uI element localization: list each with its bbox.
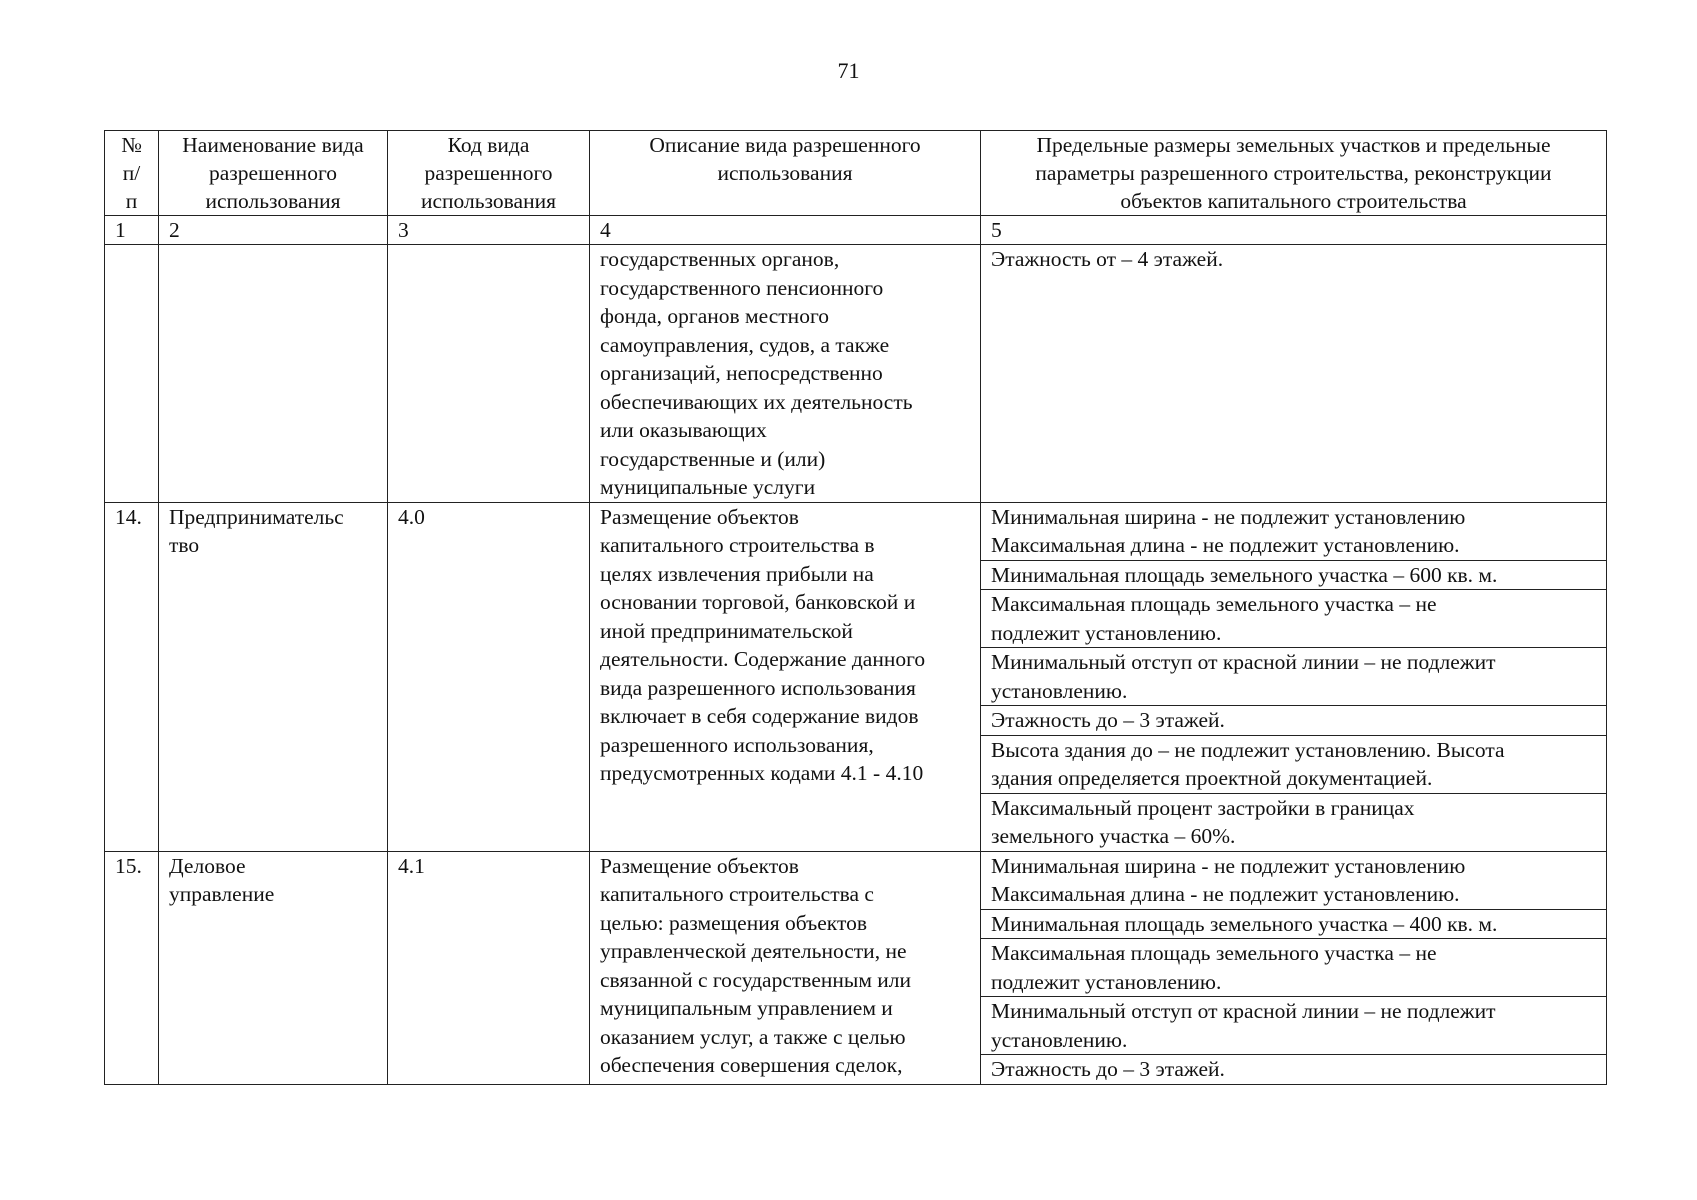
description-line: вида разрешенного использования bbox=[600, 675, 916, 700]
header-line: разрешенного bbox=[209, 161, 337, 185]
column-number: 3 bbox=[388, 216, 590, 245]
use-parameters bbox=[981, 851, 1607, 1084]
parameter-item bbox=[981, 852, 1606, 909]
use-name-line: тво bbox=[169, 533, 200, 557]
use-name bbox=[159, 851, 388, 1084]
use-name-line: управление bbox=[169, 882, 275, 906]
header-line: п/ bbox=[122, 161, 141, 185]
parameter-line: Высота здания до – не подлежит установлению. Высота bbox=[991, 737, 1505, 762]
parameter-line: Этажность до – 3 этажей. bbox=[991, 708, 1225, 732]
column-number: 5 bbox=[981, 216, 1607, 245]
description-line: обеспечения совершения сделок, bbox=[600, 1053, 903, 1077]
table-row bbox=[105, 502, 1607, 851]
description-line: самоуправления, судов, а также bbox=[600, 332, 890, 357]
parameter-item bbox=[981, 909, 1606, 939]
description-line: целью: размещения объектов bbox=[600, 910, 867, 935]
header-description bbox=[590, 131, 981, 216]
description-line: государственные и (или) bbox=[600, 446, 826, 471]
use-description bbox=[590, 502, 981, 851]
description-line: оказанием услуг, а также с целью bbox=[600, 1024, 906, 1049]
use-code: 4.1 bbox=[388, 851, 590, 1084]
parameter-item bbox=[981, 245, 1606, 274]
description-line: предусмотренных кодами 4.1 - 4.10 bbox=[600, 761, 924, 785]
description-line: связанной с государственным или bbox=[600, 967, 912, 992]
column-number: 2 bbox=[159, 216, 388, 245]
row-number: 14. bbox=[105, 502, 159, 851]
parameter-item bbox=[981, 793, 1606, 851]
header-line: объектов капитального строительства bbox=[1120, 189, 1467, 213]
parameter-line: Минимальный отступ от красной линии – не подлежит bbox=[991, 650, 1496, 674]
parameter-line: Минимальный отступ от красной линии – не подлежит bbox=[991, 999, 1496, 1023]
header-line: Наименование вида bbox=[182, 133, 364, 157]
header-line: № bbox=[121, 133, 142, 157]
column-number: 4 bbox=[590, 216, 981, 245]
column-number: 1 bbox=[105, 216, 159, 245]
parameter-line: подлежит установлению. bbox=[991, 969, 1222, 994]
header-code bbox=[388, 131, 590, 216]
parameter-item bbox=[981, 938, 1606, 996]
description-line: Размещение объектов bbox=[600, 504, 799, 529]
parameter-line: Минимальная ширина - не подлежит установлению bbox=[991, 853, 1466, 878]
header-line: Предельные размеры земельных участков и предельные bbox=[1036, 133, 1551, 157]
header-line: использования bbox=[717, 161, 853, 185]
parameter-item bbox=[981, 503, 1606, 560]
use-parameters bbox=[981, 502, 1607, 851]
table-header-row bbox=[105, 131, 1607, 216]
page-number: 71 bbox=[837, 58, 860, 83]
description-line: целях извлечения прибыли на bbox=[600, 561, 874, 586]
table-body bbox=[105, 245, 1607, 1085]
parameter-line: Максимальная длина - не подлежит установлению. bbox=[991, 882, 1460, 906]
use-name-line: Деловое bbox=[169, 853, 246, 878]
description-line: фонда, органов местного bbox=[600, 304, 829, 328]
use-description bbox=[590, 851, 981, 1084]
parameter-line: Минимальная площадь земельного участка – 400 кв. м. bbox=[991, 911, 1498, 936]
header-no bbox=[105, 131, 159, 216]
parameter-item bbox=[981, 996, 1606, 1054]
parameter-line: Максимальная площадь земельного участка – не bbox=[991, 592, 1437, 616]
parameter-line: Этажность до – 3 этажей. bbox=[991, 1057, 1225, 1081]
use-name-line: Предпринимательс bbox=[169, 504, 344, 529]
description-line: муниципальным управлением и bbox=[600, 996, 893, 1020]
description-line: включает в себя содержание видов bbox=[600, 704, 919, 728]
parameter-line: здания определяется проектной документацией. bbox=[991, 766, 1433, 790]
parameter-line: земельного участка – 60%. bbox=[991, 824, 1236, 848]
description-line: деятельности. Содержание данного bbox=[600, 647, 926, 671]
description-line: капитального строительства с bbox=[600, 882, 874, 906]
parameter-line: Максимальная длина - не подлежит установлению. bbox=[991, 533, 1460, 557]
header-line: параметры разрешенного строительства, реконструкции bbox=[1035, 161, 1552, 185]
parameter-line: установлению. bbox=[991, 678, 1128, 703]
header-line: разрешенного bbox=[424, 161, 553, 185]
description-line: муниципальные услуги bbox=[600, 475, 816, 499]
parameter-line: Этажность от – 4 этажей. bbox=[991, 247, 1224, 271]
parameter-line: подлежит установлению. bbox=[991, 620, 1222, 645]
use-code bbox=[388, 245, 590, 503]
column-numbers-row bbox=[105, 216, 1607, 245]
parameter-line: Максимальный процент застройки в границах bbox=[991, 795, 1415, 820]
parameter-item bbox=[981, 1054, 1606, 1084]
use-parameters bbox=[981, 245, 1607, 503]
header-line: Описание вида разрешенного bbox=[649, 133, 921, 157]
use-name bbox=[159, 502, 388, 851]
parameter-line: Минимальная площадь земельного участка – 600 кв. м. bbox=[991, 562, 1498, 587]
parameter-line: установлению. bbox=[991, 1027, 1128, 1052]
description-line: разрешенного использования, bbox=[600, 732, 874, 757]
use-description bbox=[590, 245, 981, 503]
use-code: 4.0 bbox=[388, 502, 590, 851]
header-line: Код вида bbox=[447, 133, 530, 157]
description-line: государственных органов, bbox=[600, 247, 840, 271]
parameter-item bbox=[981, 647, 1606, 705]
table-row bbox=[105, 245, 1607, 503]
header-line: использования bbox=[205, 189, 341, 213]
row-number: 15. bbox=[105, 851, 159, 1084]
description-line: иной предпринимательской bbox=[600, 618, 853, 643]
description-line: Размещение объектов bbox=[600, 853, 799, 878]
description-line: организаций, непосредственно bbox=[600, 361, 883, 385]
header-parameters bbox=[981, 131, 1607, 216]
parameter-item bbox=[981, 705, 1606, 735]
header-line: использования bbox=[421, 189, 556, 213]
table-row bbox=[105, 851, 1607, 1084]
parameter-item bbox=[981, 735, 1606, 793]
description-line: управленческой деятельности, не bbox=[600, 939, 907, 963]
description-line: государственного пенсионного bbox=[600, 275, 884, 300]
use-name bbox=[159, 245, 388, 503]
header-line: п bbox=[125, 189, 138, 213]
description-line: обеспечивающих их деятельность bbox=[600, 389, 913, 414]
permitted-use-table bbox=[104, 130, 1607, 1085]
parameter-line: Максимальная площадь земельного участка – не bbox=[991, 941, 1437, 965]
parameter-item bbox=[981, 560, 1606, 590]
description-line: или оказывающих bbox=[600, 418, 767, 442]
parameter-line: Минимальная ширина - не подлежит установлению bbox=[991, 504, 1466, 529]
parameter-item bbox=[981, 589, 1606, 647]
description-line: основании торговой, банковской и bbox=[600, 590, 916, 614]
description-line: капитального строительства в bbox=[600, 533, 875, 557]
row-number bbox=[105, 245, 159, 503]
header-name bbox=[159, 131, 388, 216]
